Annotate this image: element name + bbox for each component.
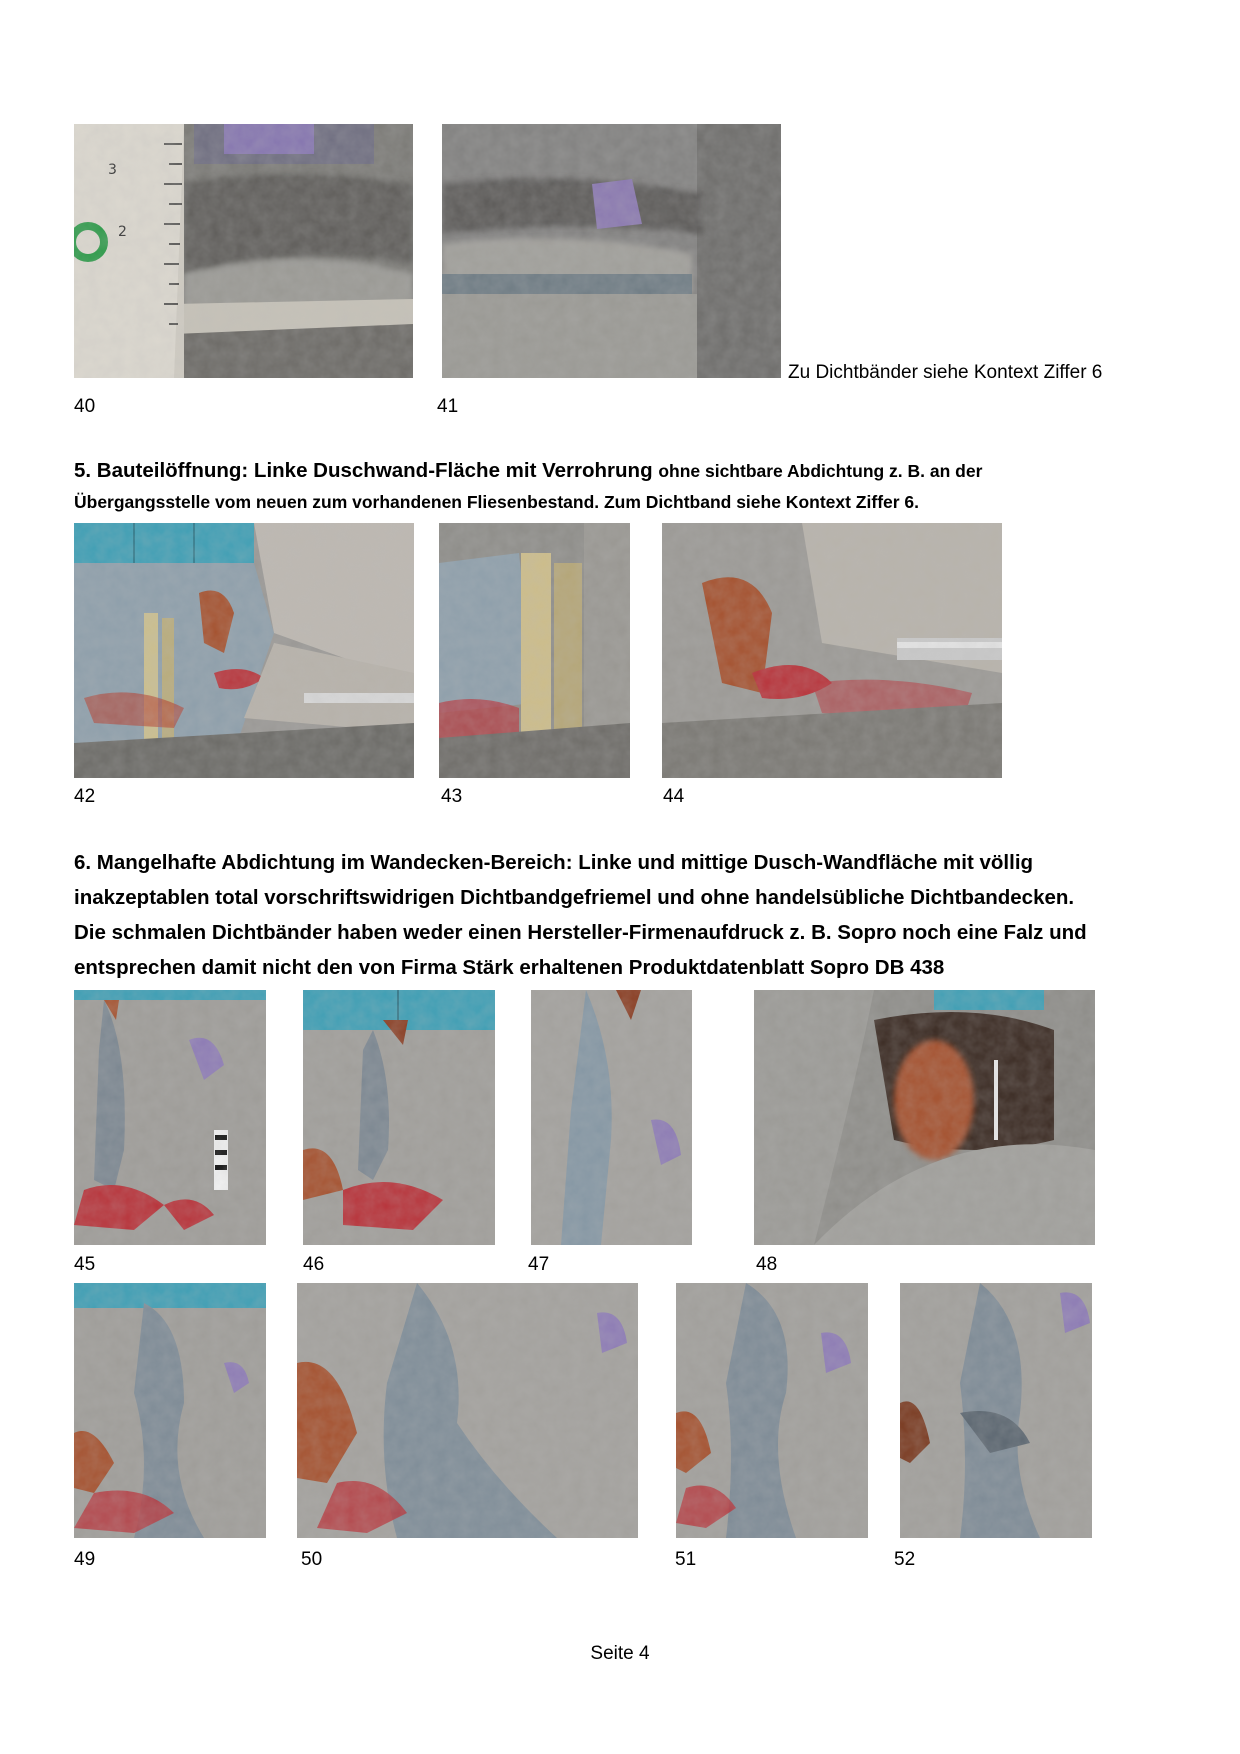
photo-number-49: 49 — [74, 1549, 96, 1570]
photo-44 — [662, 523, 1002, 778]
photo-number-47: 47 — [528, 1254, 550, 1275]
photo-number-48: 48 — [756, 1254, 778, 1275]
section-6-heading-line-3: Die schmalen Dichtbänder haben weder einen Hersteller-Firmenaufdruck z. B. Sopro noch eine Falz und — [74, 921, 1087, 944]
photo-45 — [74, 990, 266, 1245]
photo-number-50: 50 — [301, 1549, 323, 1570]
photo-number-40: 40 — [74, 396, 96, 417]
side-note: Zu Dichtbänder siehe Kontext Ziffer 6 — [788, 362, 1103, 383]
section-6-heading-line-2: inakzeptablen total vorschriftswidrigen Dichtbandgefriemel und ohne handelsübliche Dichtbandecken. — [74, 886, 1075, 909]
photo-number-41: 41 — [437, 396, 459, 417]
section-5-heading-line-2: Übergangsstelle vom neuen zum vorhandenen Fliesenbestand. Zum Dichtband siehe Kontext Ziffer 6. — [74, 492, 920, 512]
section-6-heading-line-1: 6. Mangelhafte Abdichtung im Wandecken-Bereich: Linke und mittige Dusch-Wandfläche mit völlig — [74, 851, 1034, 874]
photo-51 — [676, 1283, 868, 1538]
photo-number-51: 51 — [675, 1549, 697, 1570]
photo-50 — [297, 1283, 638, 1538]
photo-52 — [900, 1283, 1092, 1538]
photo-number-46: 46 — [303, 1254, 325, 1275]
photo-number-52: 52 — [894, 1549, 916, 1570]
photo-number-45: 45 — [74, 1254, 96, 1275]
photo-40 — [74, 124, 413, 378]
photo-number-42: 42 — [74, 786, 96, 807]
section-5-heading-line-1: 5. Bauteilöffnung: Linke Duschwand-Fläche mit Verrohrung ohne sichtbare Abdichtung z. B. an der — [74, 459, 983, 482]
photo-43 — [439, 523, 630, 778]
photo-number-43: 43 — [441, 786, 463, 807]
photo-49 — [74, 1283, 266, 1538]
photo-48 — [754, 990, 1095, 1245]
photo-46 — [303, 990, 495, 1245]
photo-number-44: 44 — [663, 786, 685, 807]
photo-47 — [531, 990, 692, 1245]
photo-41 — [442, 124, 781, 378]
page-number: Seite 4 — [590, 1643, 650, 1664]
section-6-heading-line-4: entsprechen damit nicht den von Firma Stärk erhaltenen Produktdatenblatt Sopro DB 438 — [74, 956, 945, 979]
photo-42 — [74, 523, 414, 778]
